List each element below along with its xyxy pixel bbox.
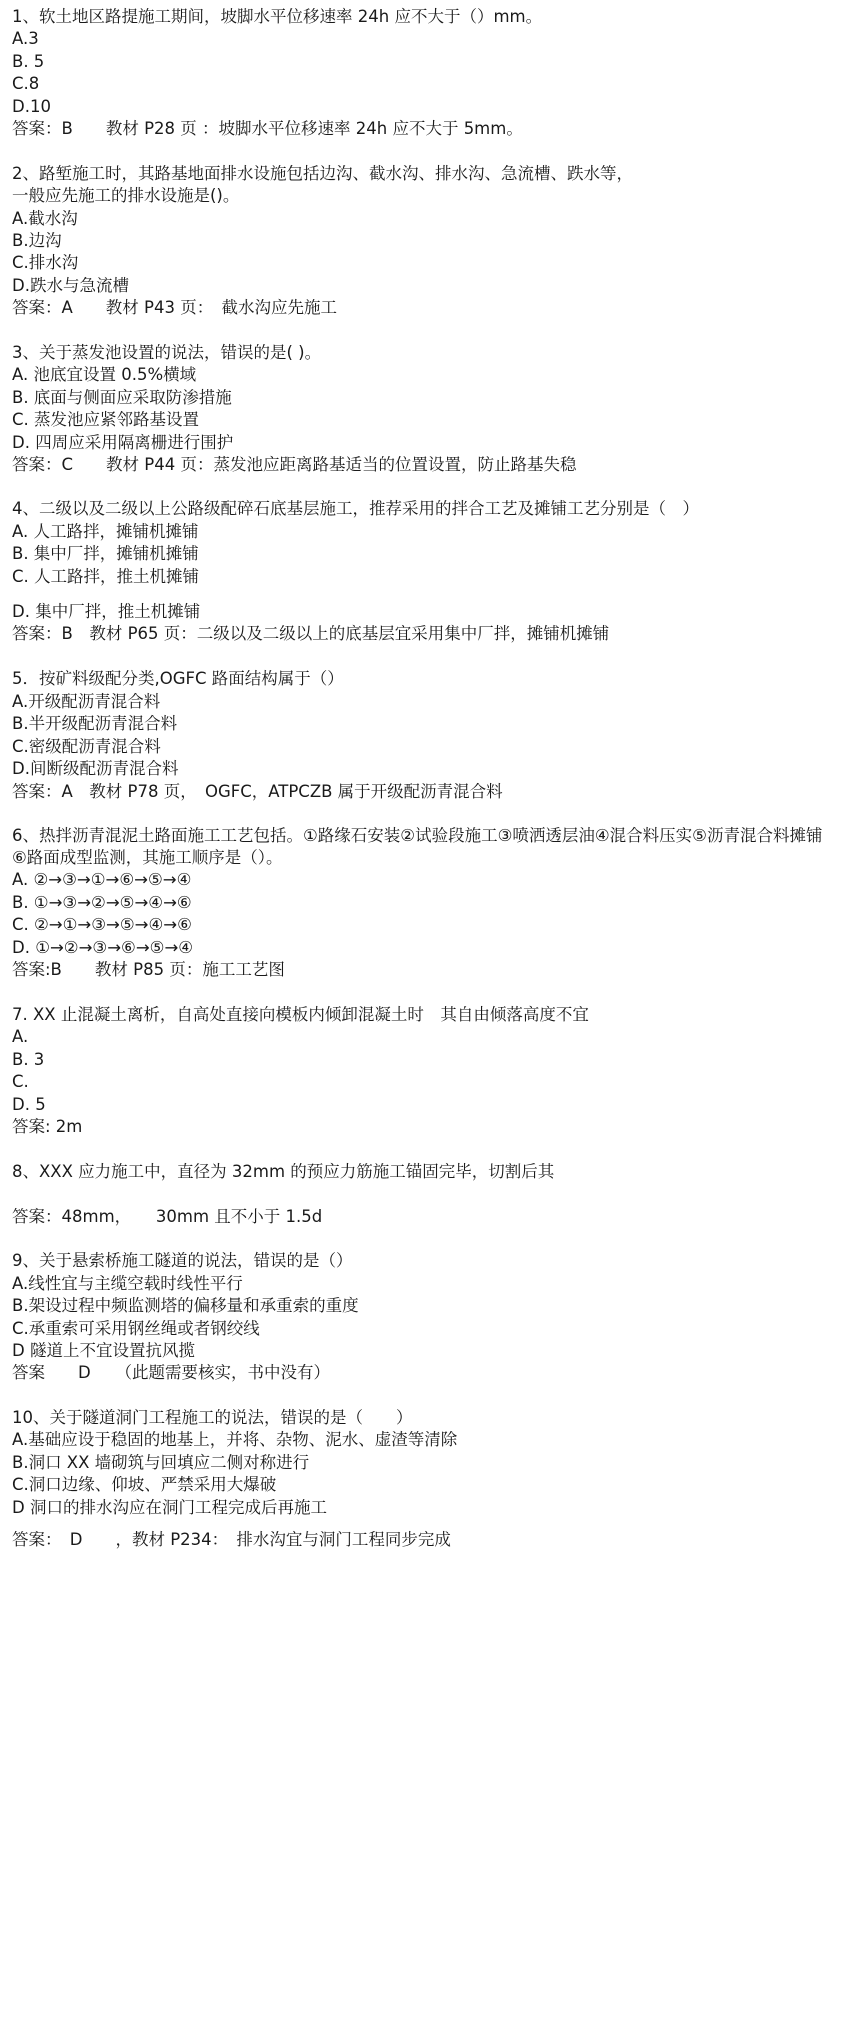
q4-option-a: A. 人工路拌，摊铺机摊铺 bbox=[12, 522, 199, 541]
q7-option-c: C. bbox=[12, 1072, 29, 1091]
q7-stem: 7. XX 止混凝土离析，自高处直接向模板内倾卸混凝土时 其自由倾落高度不宜 bbox=[12, 1005, 589, 1024]
q3-answer: 答案：C 教材 P44 页：蒸发池应距离路基适当的位置设置，防止路基失稳 bbox=[12, 455, 577, 474]
q7-option-a: A. bbox=[12, 1027, 29, 1046]
q4-option-b: B. 集中厂拌，摊铺机摊铺 bbox=[12, 544, 199, 563]
q9-option-d: D 隧道上不宜设置抗风揽 bbox=[12, 1341, 195, 1360]
q7-answer: 答案: 2m bbox=[12, 1117, 83, 1136]
q1-option-c: C.8 bbox=[12, 74, 40, 93]
q6-option-d: D. ①→②→③→⑥→⑤→④ bbox=[12, 938, 194, 957]
q1-answer: 答案：B 教材 P28 页 ：坡脚水平位移速率 24h 应不大于 5mm。 bbox=[12, 119, 523, 138]
q3-option-a: A. 池底宜设置 0.5%横域 bbox=[12, 365, 197, 384]
q6-stem-2: ⑥路面成型监测，其施工顺序是（）。 bbox=[12, 848, 283, 867]
q1-option-d: D.10 bbox=[12, 97, 51, 116]
q3-stem: 3、关于蒸发池设置的说法，错误的是( )。 bbox=[12, 343, 322, 362]
q1-option-a: A.3 bbox=[12, 29, 39, 48]
q8-answer: 答案：48mm， 30mm 且不小于 1.5d bbox=[12, 1207, 323, 1226]
q10-answer: 答案： D ，教材 P234： 排水沟宜与洞门工程同步完成 bbox=[12, 1530, 451, 1549]
q10-option-b: B.洞口 XX 墙砌筑与回填应二侧对称进行 bbox=[12, 1453, 310, 1472]
q5-option-c: C.密级配沥青混合料 bbox=[12, 737, 161, 756]
q6-option-c: C. ②→①→③→⑤→④→⑥ bbox=[12, 915, 192, 934]
q10-stem: 10、关于隧道洞门工程施工的说法，错误的是（ ） bbox=[12, 1408, 413, 1427]
q6-option-a: A. ②→③→①→⑥→⑤→④ bbox=[12, 870, 192, 889]
q5-option-d: D.间断级配沥青混合料 bbox=[12, 759, 179, 778]
q10-option-a: A.基础应设于稳固的地基上，并将、杂物、泥水、虚渣等清除 bbox=[12, 1430, 458, 1449]
q5-stem: 5．按矿料级配分类,OGFC 路面结构属于（） bbox=[12, 669, 344, 688]
q4-answer: 答案：B 教材 P65 页：二级以及二级以上的底基层宜采用集中厂拌，摊铺机摊铺 bbox=[12, 624, 610, 643]
q1-stem: 1、软土地区路提施工期间，坡脚水平位移速率 24h 应不大于（）mm。 bbox=[12, 7, 543, 26]
q7-option-d: D. 5 bbox=[12, 1095, 46, 1114]
q10-option-c: C.洞口边缘、仰坡、严禁采用大爆破 bbox=[12, 1475, 277, 1494]
q9-option-c: C.承重索可采用钢丝绳或者钢绞线 bbox=[12, 1319, 260, 1338]
q3-option-c: C. 蒸发池应紧邻路基设置 bbox=[12, 410, 200, 429]
q5-option-b: B.半开级配沥青混合料 bbox=[12, 714, 178, 733]
q4-option-d: D. 集中厂拌，推土机摊铺 bbox=[12, 602, 201, 621]
q8-stem: 8、XXX 应力施工中，直径为 32mm 的预应力筋施工锚固完毕，切割后其 bbox=[12, 1162, 555, 1181]
q9-option-b: B.架设过程中频监测塔的偏移量和承重索的重度 bbox=[12, 1296, 359, 1315]
q2-stem-2: 一般应先施工的排水设施是()。 bbox=[12, 186, 240, 205]
q4-stem: 4、二级以及二级以上公路级配碎石底基层施工，推荐采用的拌合工艺及摊铺工艺分别是（ ） bbox=[12, 499, 699, 518]
q2-option-d: D.跌水与急流槽 bbox=[12, 276, 129, 295]
q9-stem: 9、关于悬索桥施工隧道的说法，错误的是（） bbox=[12, 1251, 353, 1270]
q6-answer: 答案:B 教材 P85 页：施工工艺图 bbox=[12, 960, 285, 979]
q10-option-d: D 洞口的排水沟应在洞门工程完成后再施工 bbox=[12, 1498, 327, 1517]
q2-option-b: B.边沟 bbox=[12, 231, 62, 250]
q2-answer: 答案：A 教材 P43 页： 截水沟应先施工 bbox=[12, 298, 337, 317]
q3-option-b: B. 底面与侧面应采取防渗措施 bbox=[12, 388, 232, 407]
q4-option-c: C. 人工路拌，推土机摊铺 bbox=[12, 567, 200, 586]
q2-option-a: A.截水沟 bbox=[12, 209, 78, 228]
q7-option-b: B. 3 bbox=[12, 1050, 45, 1069]
q2-stem-1: 2、路堑施工时，其路基地面排水设施包括边沟、截水沟、排水沟、急流槽、跌水等， bbox=[12, 164, 633, 183]
q6-option-b: B. ①→③→②→⑤→④→⑥ bbox=[12, 893, 192, 912]
q5-answer: 答案：A 教材 P78 页， OGFC，ATPCZB 属于开级配沥青混合料 bbox=[12, 782, 503, 801]
q9-answer: 答案 D （此题需要核实，书中没有） bbox=[12, 1363, 330, 1382]
q6-stem-1: 6、热拌沥青混泥土路面施工工艺包括。①路缘石安装②试验段施工③喷洒透层油④混合料压实⑤沥青混合料摊铺 bbox=[12, 826, 823, 845]
q1-option-b: B. 5 bbox=[12, 52, 45, 71]
q2-option-c: C.排水沟 bbox=[12, 253, 79, 272]
q3-option-d: D. 四周应采用隔离栅进行围护 bbox=[12, 433, 234, 452]
q5-option-a: A.开级配沥青混合料 bbox=[12, 692, 161, 711]
q9-option-a: A.线性宜与主缆空载时线性平行 bbox=[12, 1274, 243, 1293]
